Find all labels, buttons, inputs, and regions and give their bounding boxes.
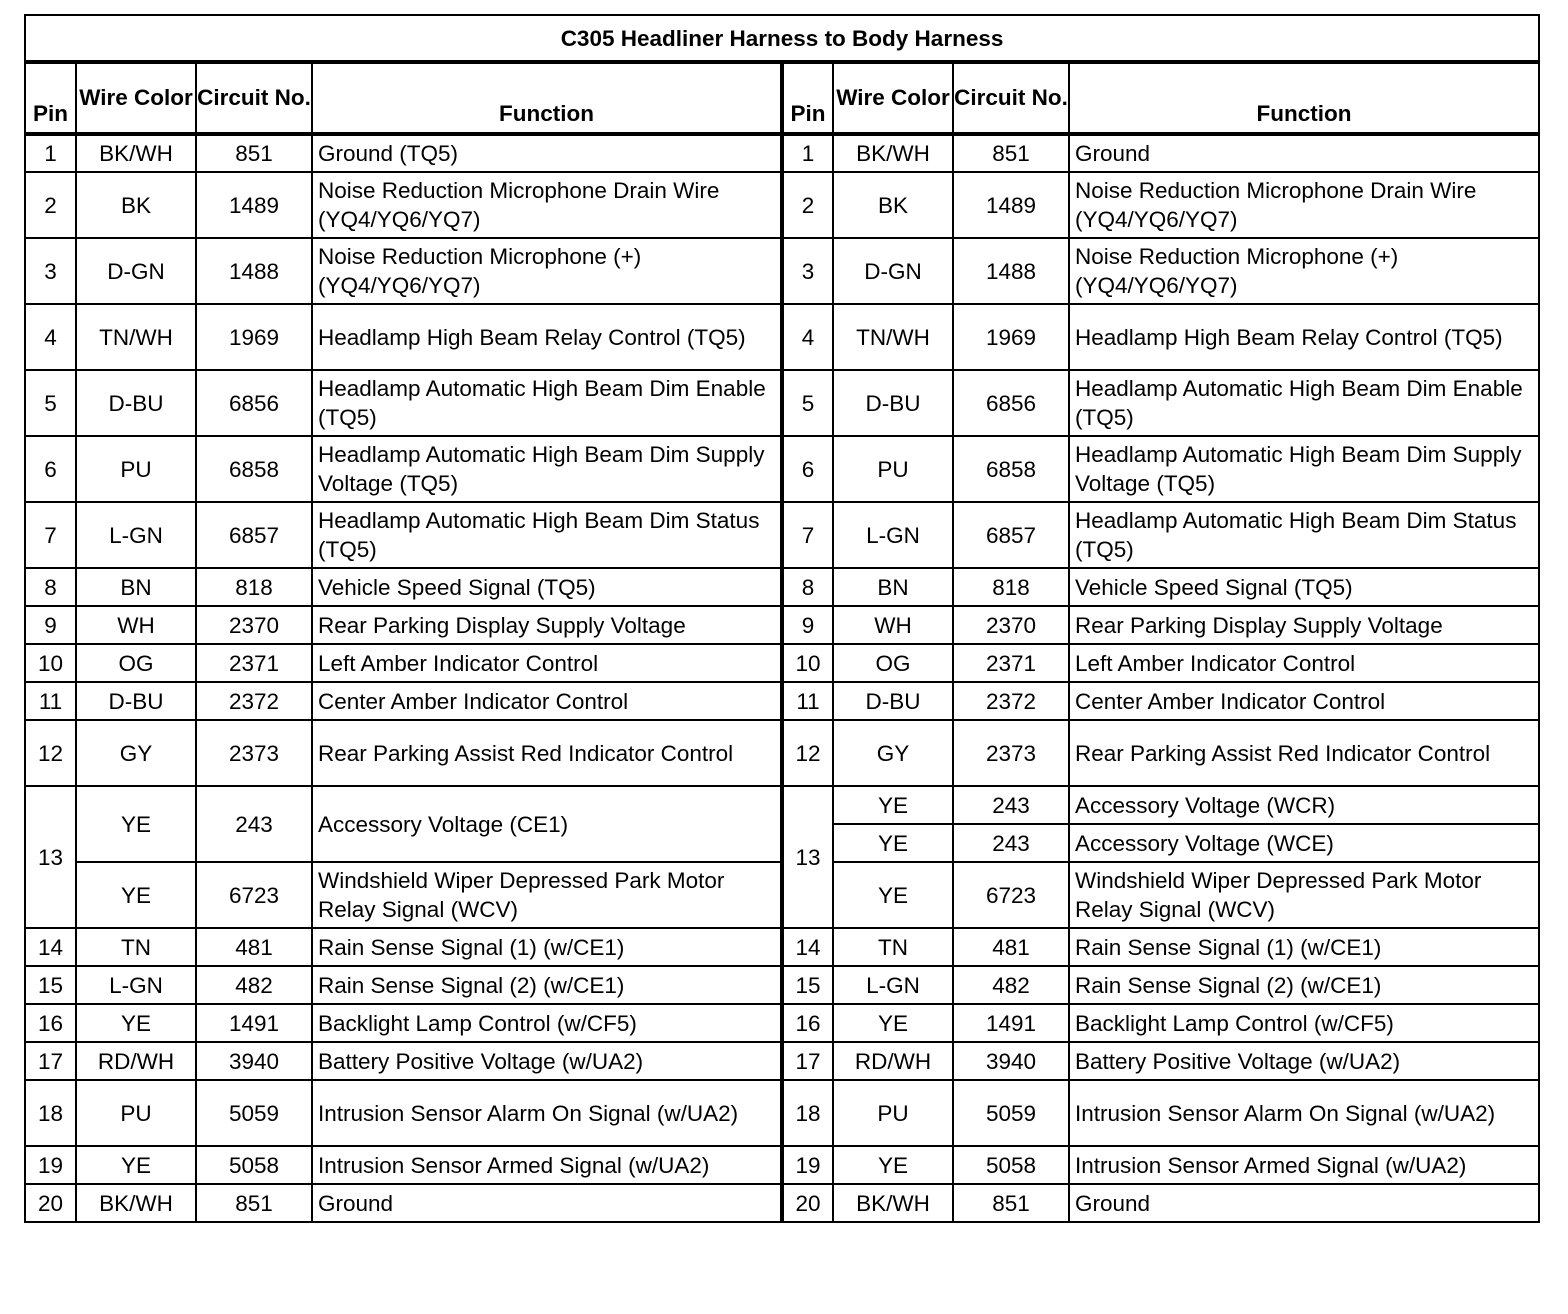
left-pin-cell: 8 — [25, 568, 76, 606]
left-circuit-cell: 851 — [196, 1184, 312, 1222]
left-function-cell: Ground — [312, 1184, 782, 1222]
right-function-cell: Rear Parking Display Supply Voltage — [1069, 606, 1539, 644]
right-function-cell: Noise Reduction Microphone Drain Wire (YQ4/YQ6/YQ7) — [1069, 172, 1539, 238]
left-function-cell: Rain Sense Signal (1) (w/CE1) — [312, 928, 782, 966]
left-circuit-cell: 2373 — [196, 720, 312, 786]
right-pin-cell: 17 — [782, 1042, 833, 1080]
table-row — [25, 1042, 1539, 1080]
left-function-cell: Noise Reduction Microphone (+) (YQ4/YQ6/YQ7) — [312, 238, 782, 304]
left-wire-cell: YE — [76, 862, 196, 928]
right-wire-cell: L-GN — [833, 966, 953, 1004]
right-wire-cell: TN/WH — [833, 304, 953, 370]
left-pin-cell: 18 — [25, 1080, 76, 1146]
table-row — [25, 606, 1539, 644]
right-pin-cell: 11 — [782, 682, 833, 720]
right-circuit-cell: 482 — [953, 966, 1069, 1004]
table-row — [25, 370, 1539, 436]
right-wire-cell: YE — [833, 824, 953, 862]
left-function-cell: Left Amber Indicator Control — [312, 644, 782, 682]
right-function-cell: Left Amber Indicator Control — [1069, 644, 1539, 682]
right-wire-cell: BK — [833, 172, 953, 238]
right-wire-cell: YE — [833, 862, 953, 928]
connector-table-sheet — [24, 14, 1540, 1223]
right-circuit-cell: 5059 — [953, 1080, 1069, 1146]
left-circuit-cell: 243 — [196, 786, 312, 862]
right-function-cell: Accessory Voltage (WCE) — [1069, 824, 1539, 862]
right-circuit-cell: 851 — [953, 1184, 1069, 1222]
table-row-pin13 — [25, 786, 1539, 824]
table-row — [25, 720, 1539, 786]
right-function-cell: Ground — [1069, 1184, 1539, 1222]
right-function-cell: Windshield Wiper Depressed Park Motor Relay Signal (WCV) — [1069, 862, 1539, 928]
left-wire-cell: TN/WH — [76, 304, 196, 370]
right-pin-cell: 3 — [782, 238, 833, 304]
right-function-cell: Battery Positive Voltage (w/UA2) — [1069, 1042, 1539, 1080]
right-pin-cell: 12 — [782, 720, 833, 786]
right-function-cell: Headlamp Automatic High Beam Dim Status (TQ5) — [1069, 502, 1539, 568]
table-row — [25, 238, 1539, 304]
left-wire-cell: BK/WH — [76, 134, 196, 172]
left-wire-cell: PU — [76, 436, 196, 502]
header-wire-color-right: Wire Color — [833, 62, 953, 134]
left-pin-cell: 10 — [25, 644, 76, 682]
left-pin-cell: 5 — [25, 370, 76, 436]
right-circuit-cell: 481 — [953, 928, 1069, 966]
right-pin-cell: 6 — [782, 436, 833, 502]
right-pin-cell: 13 — [782, 786, 833, 928]
left-pin-cell: 4 — [25, 304, 76, 370]
left-wire-cell: D-BU — [76, 370, 196, 436]
right-pin-cell: 20 — [782, 1184, 833, 1222]
right-circuit-cell: 2370 — [953, 606, 1069, 644]
right-pin-cell: 9 — [782, 606, 833, 644]
left-pin-cell: 13 — [25, 786, 76, 928]
left-pin-cell: 1 — [25, 134, 76, 172]
right-wire-cell: YE — [833, 1146, 953, 1184]
left-function-cell: Accessory Voltage (CE1) — [312, 786, 782, 862]
header-circuit-no-left: Circuit No. — [196, 62, 312, 134]
left-pin-cell: 14 — [25, 928, 76, 966]
table-row — [25, 436, 1539, 502]
right-circuit-cell: 6856 — [953, 370, 1069, 436]
left-function-cell: Center Amber Indicator Control — [312, 682, 782, 720]
right-pin-cell: 19 — [782, 1146, 833, 1184]
left-circuit-cell: 3940 — [196, 1042, 312, 1080]
right-pin-cell: 10 — [782, 644, 833, 682]
left-circuit-cell: 2371 — [196, 644, 312, 682]
right-wire-cell: OG — [833, 644, 953, 682]
left-circuit-cell: 5058 — [196, 1146, 312, 1184]
left-pin-cell: 2 — [25, 172, 76, 238]
right-wire-cell: GY — [833, 720, 953, 786]
left-wire-cell: PU — [76, 1080, 196, 1146]
table-row — [25, 1080, 1539, 1146]
right-function-cell: Vehicle Speed Signal (TQ5) — [1069, 568, 1539, 606]
right-function-cell: Intrusion Sensor Alarm On Signal (w/UA2) — [1069, 1080, 1539, 1146]
right-function-cell: Headlamp Automatic High Beam Dim Enable (TQ5) — [1069, 370, 1539, 436]
right-circuit-cell: 6857 — [953, 502, 1069, 568]
left-function-cell: Vehicle Speed Signal (TQ5) — [312, 568, 782, 606]
left-pin-cell: 19 — [25, 1146, 76, 1184]
table-row — [25, 502, 1539, 568]
right-wire-cell: WH — [833, 606, 953, 644]
right-circuit-cell: 1488 — [953, 238, 1069, 304]
right-circuit-cell: 243 — [953, 824, 1069, 862]
right-circuit-cell: 5058 — [953, 1146, 1069, 1184]
right-wire-cell: TN — [833, 928, 953, 966]
left-circuit-cell: 818 — [196, 568, 312, 606]
left-wire-cell: D-BU — [76, 682, 196, 720]
left-wire-cell: L-GN — [76, 966, 196, 1004]
right-pin-cell: 8 — [782, 568, 833, 606]
left-wire-cell: RD/WH — [76, 1042, 196, 1080]
left-pin-cell: 11 — [25, 682, 76, 720]
right-circuit-cell: 3940 — [953, 1042, 1069, 1080]
right-wire-cell: PU — [833, 1080, 953, 1146]
right-function-cell: Headlamp High Beam Relay Control (TQ5) — [1069, 304, 1539, 370]
table-row — [25, 644, 1539, 682]
right-pin-cell: 1 — [782, 134, 833, 172]
right-circuit-cell: 2371 — [953, 644, 1069, 682]
header-pin-left: Pin — [25, 62, 76, 134]
right-function-cell: Center Amber Indicator Control — [1069, 682, 1539, 720]
left-function-cell: Backlight Lamp Control (w/CF5) — [312, 1004, 782, 1042]
left-function-cell: Intrusion Sensor Alarm On Signal (w/UA2) — [312, 1080, 782, 1146]
left-circuit-cell: 6856 — [196, 370, 312, 436]
right-wire-cell: PU — [833, 436, 953, 502]
header-wire-color-left: Wire Color — [76, 62, 196, 134]
left-function-cell: Battery Positive Voltage (w/UA2) — [312, 1042, 782, 1080]
right-circuit-cell: 2373 — [953, 720, 1069, 786]
header-circuit-no-right: Circuit No. — [953, 62, 1069, 134]
right-function-cell: Ground — [1069, 134, 1539, 172]
right-wire-cell: L-GN — [833, 502, 953, 568]
left-wire-cell: YE — [76, 786, 196, 862]
left-circuit-cell: 482 — [196, 966, 312, 1004]
left-circuit-cell: 1488 — [196, 238, 312, 304]
right-circuit-cell: 243 — [953, 786, 1069, 824]
left-wire-cell: D-GN — [76, 238, 196, 304]
right-function-cell: Noise Reduction Microphone (+) (YQ4/YQ6/YQ7) — [1069, 238, 1539, 304]
left-circuit-cell: 2370 — [196, 606, 312, 644]
left-function-cell: Headlamp Automatic High Beam Dim Enable (TQ5) — [312, 370, 782, 436]
left-pin-cell: 20 — [25, 1184, 76, 1222]
left-wire-cell: BK — [76, 172, 196, 238]
right-wire-cell: BN — [833, 568, 953, 606]
table-body — [25, 134, 1539, 1222]
left-wire-cell: YE — [76, 1146, 196, 1184]
table-row — [25, 1004, 1539, 1042]
right-circuit-cell: 6858 — [953, 436, 1069, 502]
table-row — [25, 1146, 1539, 1184]
left-circuit-cell: 6858 — [196, 436, 312, 502]
right-wire-cell: BK/WH — [833, 1184, 953, 1222]
right-function-cell: Headlamp Automatic High Beam Dim Supply Voltage (TQ5) — [1069, 436, 1539, 502]
left-function-cell: Headlamp Automatic High Beam Dim Supply Voltage (TQ5) — [312, 436, 782, 502]
left-function-cell: Ground (TQ5) — [312, 134, 782, 172]
table-title: C305 Headliner Harness to Body Harness — [25, 15, 1539, 62]
left-pin-cell: 9 — [25, 606, 76, 644]
right-wire-cell: D-BU — [833, 682, 953, 720]
table-row — [25, 1184, 1539, 1222]
right-pin-cell: 14 — [782, 928, 833, 966]
left-function-cell: Rear Parking Assist Red Indicator Control — [312, 720, 782, 786]
left-function-cell: Intrusion Sensor Armed Signal (w/UA2) — [312, 1146, 782, 1184]
right-pin-cell: 16 — [782, 1004, 833, 1042]
right-pin-cell: 2 — [782, 172, 833, 238]
left-circuit-cell: 1489 — [196, 172, 312, 238]
right-wire-cell: RD/WH — [833, 1042, 953, 1080]
left-circuit-cell: 1491 — [196, 1004, 312, 1042]
right-pin-cell: 5 — [782, 370, 833, 436]
left-wire-cell: BK/WH — [76, 1184, 196, 1222]
right-pin-cell: 18 — [782, 1080, 833, 1146]
right-circuit-cell: 2372 — [953, 682, 1069, 720]
right-function-cell: Accessory Voltage (WCR) — [1069, 786, 1539, 824]
right-circuit-cell: 1969 — [953, 304, 1069, 370]
connector-pinout-table — [24, 14, 1540, 1223]
left-pin-cell: 6 — [25, 436, 76, 502]
left-pin-cell: 7 — [25, 502, 76, 568]
left-function-cell: Headlamp Automatic High Beam Dim Status (TQ5) — [312, 502, 782, 568]
right-circuit-cell: 6723 — [953, 862, 1069, 928]
left-pin-cell: 16 — [25, 1004, 76, 1042]
left-wire-cell: WH — [76, 606, 196, 644]
right-circuit-cell: 1491 — [953, 1004, 1069, 1042]
left-circuit-cell: 851 — [196, 134, 312, 172]
table-row — [25, 568, 1539, 606]
right-circuit-cell: 1489 — [953, 172, 1069, 238]
right-wire-cell: YE — [833, 1004, 953, 1042]
left-function-cell: Windshield Wiper Depressed Park Motor Relay Signal (WCV) — [312, 862, 782, 928]
left-circuit-cell: 5059 — [196, 1080, 312, 1146]
left-pin-cell: 12 — [25, 720, 76, 786]
table-row — [25, 172, 1539, 238]
left-wire-cell: YE — [76, 1004, 196, 1042]
left-circuit-cell: 2372 — [196, 682, 312, 720]
table-row — [25, 134, 1539, 172]
right-wire-cell: D-BU — [833, 370, 953, 436]
left-pin-cell: 3 — [25, 238, 76, 304]
right-wire-cell: YE — [833, 786, 953, 824]
right-circuit-cell: 818 — [953, 568, 1069, 606]
left-circuit-cell: 481 — [196, 928, 312, 966]
left-wire-cell: GY — [76, 720, 196, 786]
left-circuit-cell: 1969 — [196, 304, 312, 370]
right-pin-cell: 4 — [782, 304, 833, 370]
left-circuit-cell: 6857 — [196, 502, 312, 568]
right-pin-cell: 7 — [782, 502, 833, 568]
left-circuit-cell: 6723 — [196, 862, 312, 928]
right-function-cell: Backlight Lamp Control (w/CF5) — [1069, 1004, 1539, 1042]
table-row — [25, 682, 1539, 720]
right-function-cell: Intrusion Sensor Armed Signal (w/UA2) — [1069, 1146, 1539, 1184]
right-function-cell: Rear Parking Assist Red Indicator Control — [1069, 720, 1539, 786]
table-row — [25, 304, 1539, 370]
left-wire-cell: BN — [76, 568, 196, 606]
right-pin-cell: 15 — [782, 966, 833, 1004]
table-row — [25, 928, 1539, 966]
left-function-cell: Headlamp High Beam Relay Control (TQ5) — [312, 304, 782, 370]
right-wire-cell: BK/WH — [833, 134, 953, 172]
right-wire-cell: D-GN — [833, 238, 953, 304]
header-function-right: Function — [1069, 62, 1539, 134]
right-function-cell: Rain Sense Signal (2) (w/CE1) — [1069, 966, 1539, 1004]
right-function-cell: Rain Sense Signal (1) (w/CE1) — [1069, 928, 1539, 966]
left-wire-cell: L-GN — [76, 502, 196, 568]
left-function-cell: Rear Parking Display Supply Voltage — [312, 606, 782, 644]
left-wire-cell: OG — [76, 644, 196, 682]
left-pin-cell: 17 — [25, 1042, 76, 1080]
right-circuit-cell: 851 — [953, 134, 1069, 172]
left-wire-cell: TN — [76, 928, 196, 966]
left-function-cell: Noise Reduction Microphone Drain Wire (YQ4/YQ6/YQ7) — [312, 172, 782, 238]
header-pin-right: Pin — [782, 62, 833, 134]
header-function-left: Function — [312, 62, 782, 134]
left-pin-cell: 15 — [25, 966, 76, 1004]
table-row — [25, 966, 1539, 1004]
left-function-cell: Rain Sense Signal (2) (w/CE1) — [312, 966, 782, 1004]
